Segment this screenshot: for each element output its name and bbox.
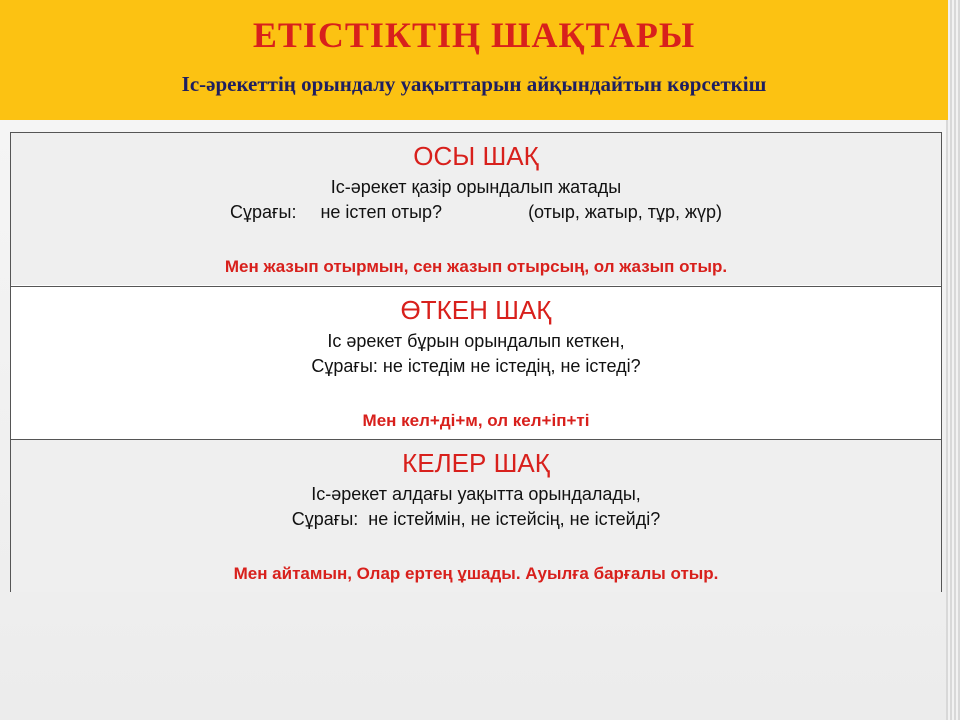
slide-subtitle: Іс-әрекеттің орындалу уақыттарын айқындайтын көрсеткіш [181,72,767,96]
present-tense-heading: ОСЫ ШАҚ [413,141,539,171]
tenses-table [10,132,942,592]
past-tense-description: Іс әрекет бұрын орындалып кеткен, [327,331,625,351]
present-tense-question [11,202,941,223]
present-tense-row [11,133,941,285]
title-banner [0,0,948,120]
present-tense-description: Іс-әрекет қазір орындалып жатады [330,177,622,197]
slide-title: ЕТІСТІКТІҢ ШАҚТАРЫ [252,15,696,55]
past-tense-row [11,286,941,439]
future-tense-row [11,439,941,592]
future-tense-question: Сұрағы: не істеймін, не істейсің, не істейді? [291,509,661,529]
present-tense-example: Мен жазып отырмын, сен жазып отырсың, ол жазып отыр. [224,257,728,276]
question-text: не істеп отыр? [320,202,443,222]
question-label: Сұрағы: [229,202,297,222]
future-tense-example: Мен айтамын, Олар ертең ұшады. Ауылға барғалы отыр. [233,564,719,583]
future-tense-heading: КЕЛЕР ШАҚ [402,448,550,478]
past-tense-heading: ӨТКЕН ШАҚ [400,295,552,325]
past-tense-example: Мен кел+ді+м, ол кел+іп+ті [362,411,590,430]
past-tense-question: Сұрағы: не істедім не істедің, не істеді? [311,356,641,376]
decorative-stripes [946,0,960,720]
auxiliary-verbs: (отыр, жатыр, тұр, жүр) [528,202,723,222]
future-tense-description: Іс-әрекет алдағы уақытта орындалады, [311,484,641,504]
